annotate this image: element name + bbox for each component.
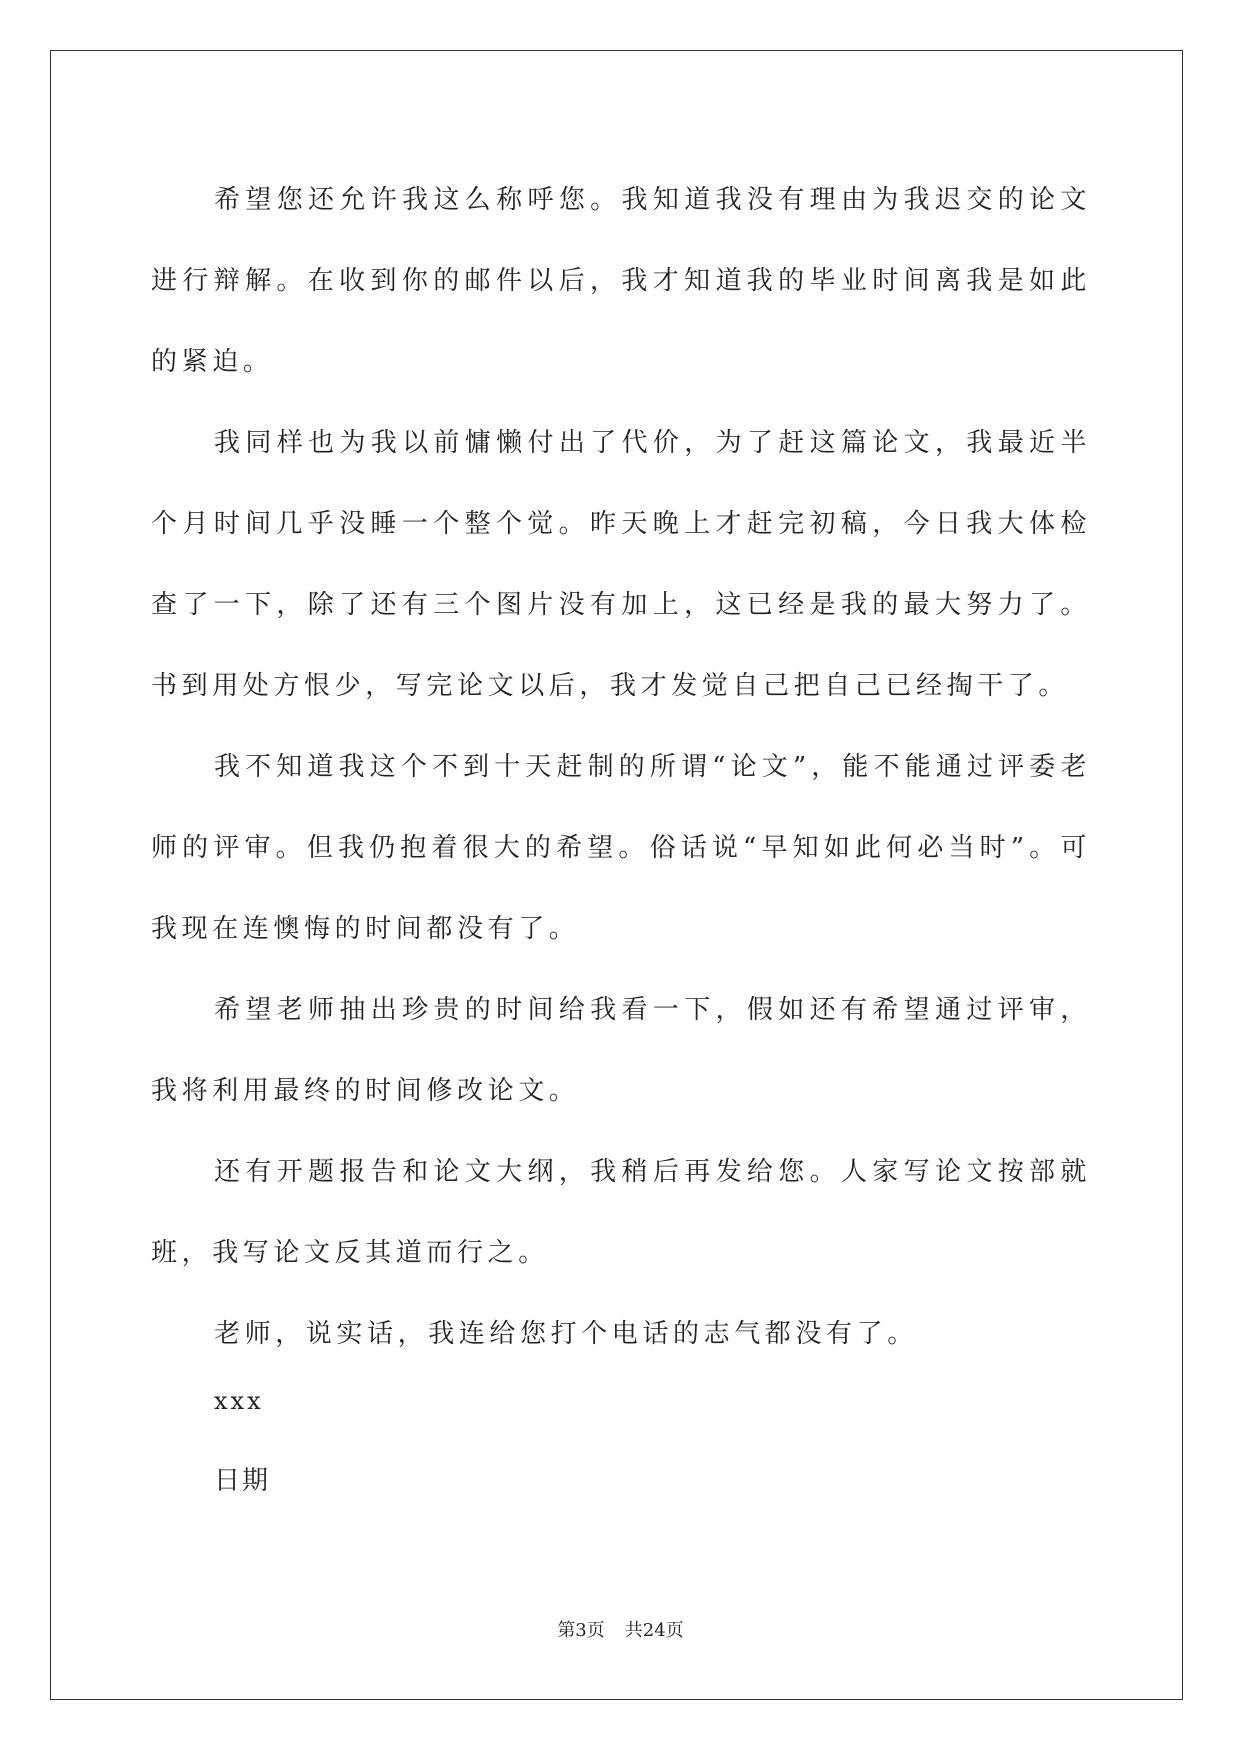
paragraph-3: 我不知道我这个不到十天赶制的所谓“论文”，能不能通过评委老师的评审。但我仍抱着很大的希望。俗话说“早知如此何必当时”。可我现在连懊悔的时间都没有了。	[151, 752, 1091, 944]
paragraph-2: 我同样也为我以前慵懒付出了代价，为了赶这篇论文，我最近半个月时间几乎没睡一个整个觉。昨天晚上才赶完初稿，今日我大体检查了一下，除了还有三个图片没有加上，这已经是我的最大努力了。书到用处方恨少，写完论文以后，我才发觉自己把自己已经掏干了。	[151, 428, 1091, 701]
signature: xxx	[214, 1387, 264, 1415]
paragraph-1: 希望您还允许我这么称呼您。我知道我没有理由为我迟交的论文进行辩解。在收到你的邮件以后，我才知道我的毕业时间离我是如此的紧迫。	[151, 185, 1091, 377]
paragraph-5: 还有开题报告和论文大纲，我稍后再发给您。人家写论文按部就班，我写论文反其道而行之。	[151, 1157, 1091, 1268]
paragraph-6: 老师，说实话，我连给您打个电话的志气都没有了。	[214, 1319, 918, 1349]
paragraph-4: 希望老师抽出珍贵的时间给我看一下，假如还有希望通过评审，我将利用最终的时间修改论文。	[151, 995, 1091, 1106]
page-footer	[0, 1616, 1241, 1642]
page-total: 共24页	[624, 1620, 684, 1641]
page-number: 第3页	[557, 1620, 605, 1641]
date-label: 日期	[214, 1466, 271, 1496]
document-body	[151, 160, 1091, 1375]
